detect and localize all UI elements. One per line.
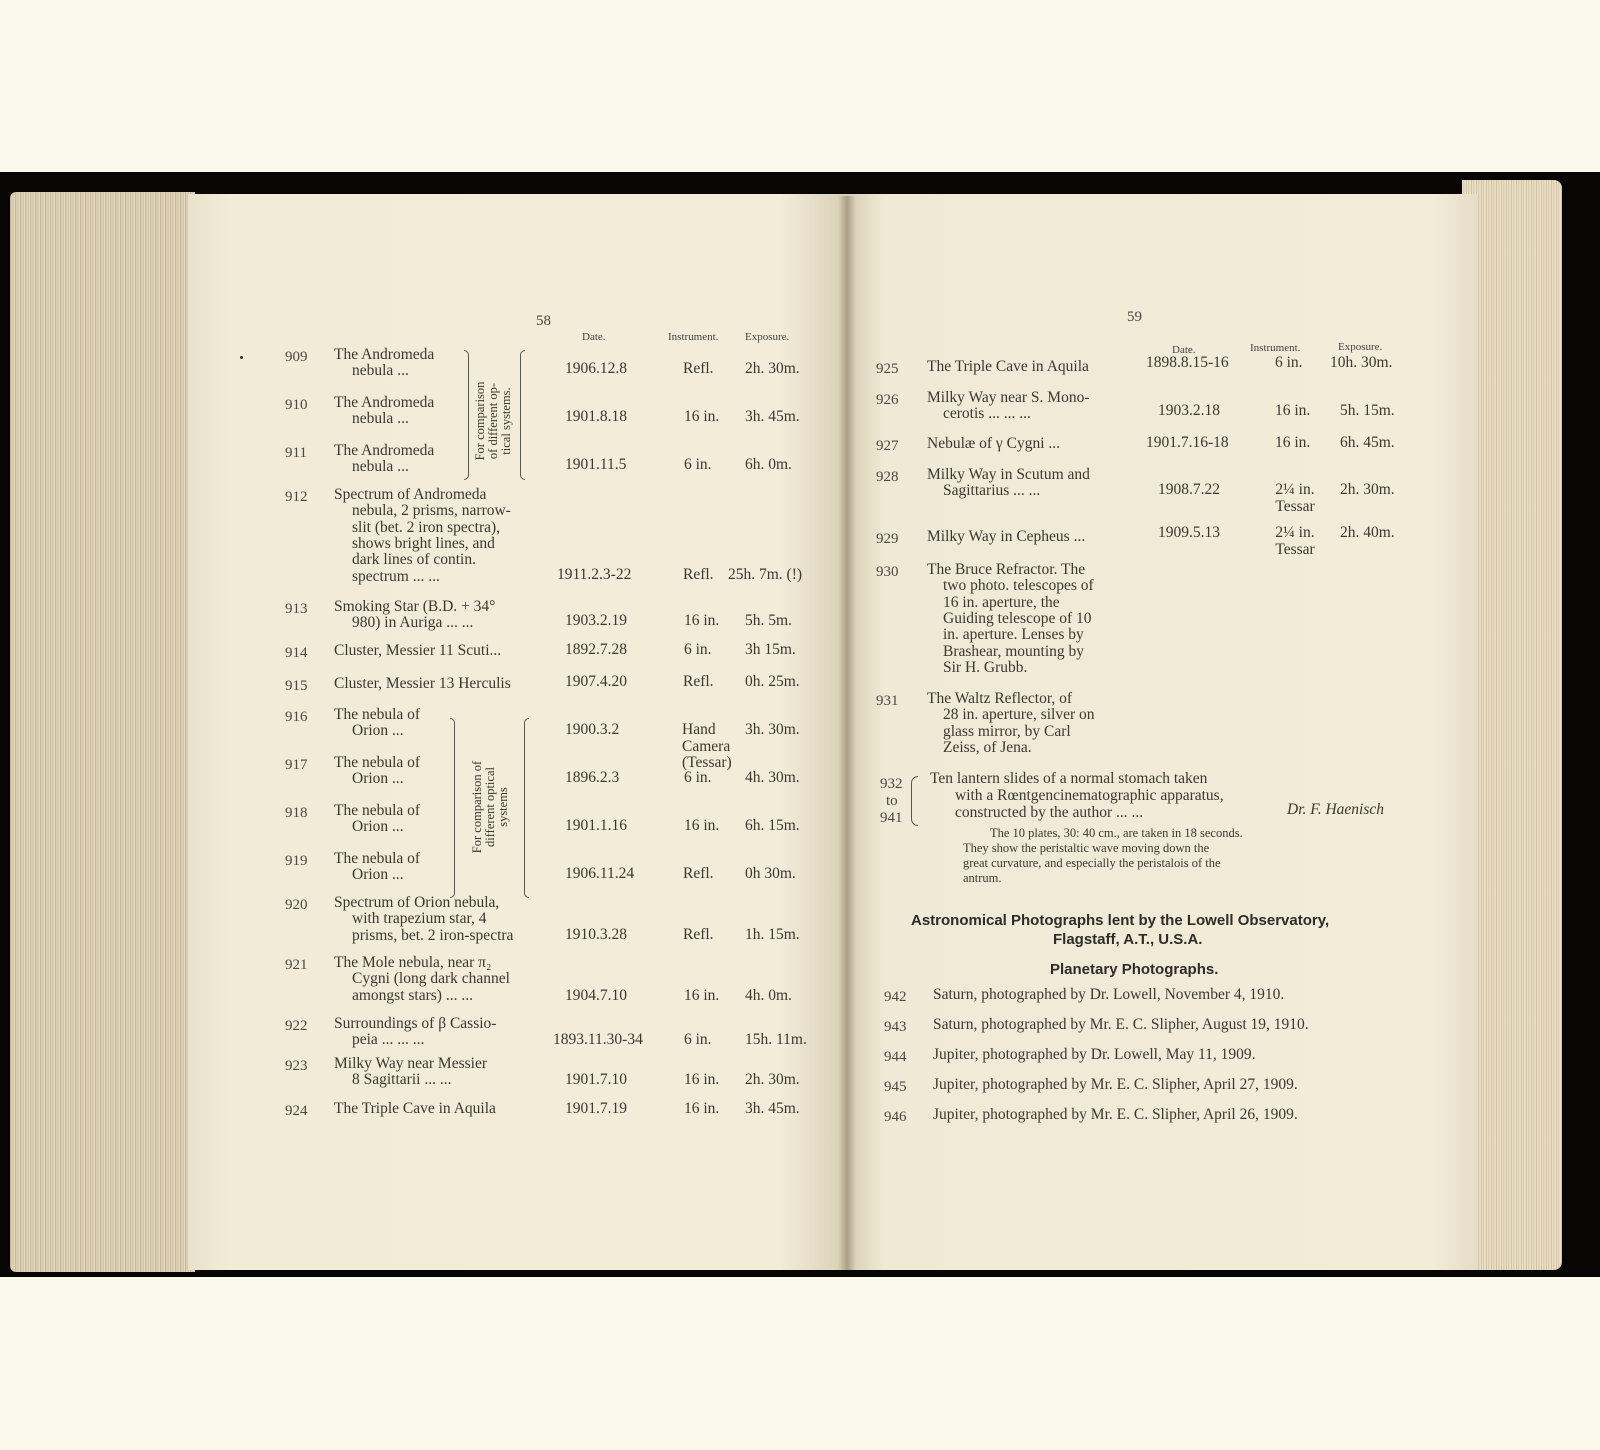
note-line: great curvature, and especially the peristalois of the <box>963 856 1221 870</box>
group-note-line: systems <box>496 787 510 827</box>
description-line: Milky Way near Messier <box>334 1055 488 1072</box>
description-line: constructed by the author ... ... <box>955 804 1144 821</box>
entry-number: 917 <box>285 757 308 773</box>
description-line: Zeiss, of Jena. <box>943 738 1032 756</box>
description-line: Milky Way in Cepheus ... <box>927 528 1086 545</box>
entry-date: 1910.3.28 <box>565 926 627 943</box>
entry-exposure: 4h. 0m. <box>745 987 792 1004</box>
entry-number: 912 <box>285 489 308 505</box>
description-line: peia ... ... ... <box>352 1031 425 1049</box>
entry-exposure: 25h. 7m. (!) <box>728 566 803 583</box>
entry-exposure: 1h. 15m. <box>745 926 800 943</box>
entry-exposure: 6h. 15m. <box>745 817 800 834</box>
planetary-number: 946 <box>884 1109 907 1125</box>
entry-date: 1909.5.13 <box>1158 524 1220 541</box>
note-line: The 10 plates, 30: 40 cm., are taken in 18 seconds. <box>990 826 1243 840</box>
entry-instrument: 6 in. <box>684 456 712 473</box>
entry-exposure: 6h. 45m. <box>1340 434 1395 451</box>
entry-date: 1906.11.24 <box>565 865 635 882</box>
entry-instrument: Refl. <box>683 673 714 690</box>
description-line: Smoking Star (B.D. + 34° <box>334 598 496 615</box>
description-line: The Waltz Reflector, of <box>927 690 1073 707</box>
description-line: Guiding telescope of 10 <box>943 609 1092 627</box>
entry-number: 923 <box>285 1058 308 1074</box>
entry-instrument: 6 in. <box>684 641 712 658</box>
bracket-916-919 <box>450 718 455 898</box>
description-line: glass mirror, by Carl <box>943 722 1071 740</box>
entry-number: 932 <box>880 776 903 792</box>
entry-instrument: 2¼ in. Tessar <box>1275 481 1315 515</box>
entry-number: 924 <box>285 1103 308 1119</box>
bracket-909-911 <box>464 350 469 480</box>
group-note-line: different optical <box>483 767 497 847</box>
description-line: The Andromeda <box>334 442 435 459</box>
column-header-date: Date. <box>582 331 606 343</box>
entry-exposure: 0h 30m. <box>745 865 796 882</box>
entry-date: 1901.8.18 <box>565 408 627 425</box>
entry-date: 1901.1.16 <box>565 817 627 834</box>
entry-instrument: 6 in. <box>684 1031 712 1048</box>
entry-instrument: Hand Camera (Tessar) <box>682 721 732 771</box>
entry-exposure: 4h. 30m. <box>745 769 800 786</box>
entry-date: 1911.2.3-22 <box>557 566 632 583</box>
column-header-exposure: Exposure. <box>1338 341 1383 353</box>
description-line: The Bruce Refractor. The <box>927 561 1086 578</box>
planetary-item: Jupiter, photographed by Mr. E. C. Slipher, April 27, 1909. <box>933 1076 1298 1093</box>
description-line: Orion ... <box>352 722 404 740</box>
entry-date: 1896.2.3 <box>565 769 620 786</box>
entry-instrument: 16 in. <box>684 817 720 834</box>
entry-instrument: Refl. <box>683 566 714 583</box>
lender-name: Dr. F. Haenisch <box>1287 801 1385 818</box>
planetary-item: Jupiter, photographed by Mr. E. C. Slipher, April 26, 1909. <box>933 1106 1298 1123</box>
description-line: Cygni (long dark channel <box>352 970 510 988</box>
entry-number: 915 <box>285 678 308 694</box>
entry-exposure: 15h. 11m. <box>745 1031 807 1048</box>
description-line: nebula, 2 prisms, narrow- <box>352 502 511 520</box>
description-line: 8 Sagittarii ... ... <box>352 1071 452 1089</box>
entry-number: 929 <box>876 531 899 547</box>
planetary-number: 945 <box>884 1079 907 1095</box>
description-line: shows bright lines, and <box>352 534 495 552</box>
entry-instrument: Refl. <box>683 926 714 943</box>
entry-number: 916 <box>285 709 308 725</box>
entry-exposure: 2h. 30m. <box>745 1071 800 1088</box>
page-number: 58 <box>536 313 551 329</box>
description-line: slit (bet. 2 iron spectra), <box>352 518 501 536</box>
entry-number: 919 <box>285 853 308 869</box>
description-line: 28 in. aperture, silver on <box>943 706 1095 724</box>
entry-date: 1908.7.22 <box>1158 481 1220 498</box>
entry-instrument: 16 in. <box>684 987 720 1004</box>
bracket-909-911-right <box>520 350 525 480</box>
planetary-number: 944 <box>884 1049 907 1065</box>
entry-instrument: Refl. <box>683 865 714 882</box>
entry-exposure: 5h. 5m. <box>745 612 792 629</box>
entry-number: 913 <box>285 601 308 617</box>
description-line: Sagittarius ... ... <box>943 482 1041 500</box>
entry-exposure: 10h. 30m. <box>1330 354 1393 371</box>
entry-instrument: 2¼ in. Tessar <box>1275 524 1315 558</box>
note-line: They show the peristaltic wave moving down the <box>963 841 1210 855</box>
planetary-item: Saturn, photographed by Mr. E. C. Slipher, August 19, 1910. <box>933 1016 1309 1033</box>
column-header-instrument: Instrument. <box>1250 342 1301 354</box>
entry-instrument: 6 in. <box>684 769 712 786</box>
entry-number: 941 <box>880 810 903 826</box>
page-number: 59 <box>1127 309 1142 325</box>
section-title: Flagstaff, A.T., U.S.A. <box>1053 931 1203 948</box>
group-note-line: For comparison of <box>470 760 484 854</box>
group-note-line: of different op- <box>486 382 500 460</box>
entry-exposure: 3h. 30m. <box>745 721 800 738</box>
description-line: dark lines of contin. <box>352 551 476 569</box>
entry-date: 1901.7.16-18 <box>1146 434 1229 451</box>
description-line: with a Rœntgencinematographic apparatus, <box>955 787 1224 804</box>
description-line: cerotis ... ... ... <box>943 405 1031 423</box>
entry-number: 911 <box>285 445 307 461</box>
entry-date: 1901.7.10 <box>565 1071 627 1088</box>
margin-mark <box>240 356 243 359</box>
left-page-edges <box>10 192 195 1272</box>
description-line: Orion ... <box>352 770 404 788</box>
entry-instrument: 16 in. <box>684 1071 720 1088</box>
description-line: amongst stars) ... ... <box>352 986 473 1004</box>
note-line: antrum. <box>963 871 1002 885</box>
entry-date: 1903.2.18 <box>1158 402 1220 419</box>
description-line: nebula ... <box>352 410 409 428</box>
description-line: 16 in. aperture, the <box>943 593 1060 611</box>
book-gutter <box>838 196 856 1270</box>
entry-exposure: 6h. 0m. <box>745 456 792 473</box>
description-line: spectrum ... ... <box>352 567 440 585</box>
group-note-909-911 <box>474 366 516 476</box>
planetary-number: 943 <box>884 1019 907 1035</box>
group-note-916-919 <box>471 747 513 867</box>
description-line: Surroundings of β Cassio- <box>334 1015 497 1032</box>
description-line: Ten lantern slides of a normal stomach taken <box>930 770 1208 787</box>
entry-exposure: 3h 15m. <box>745 641 796 658</box>
description-line: Sir H. Grubb. <box>943 658 1028 676</box>
entry-number: 928 <box>876 469 899 485</box>
entry-date: 1901.11.5 <box>565 456 627 473</box>
entry-instrument: 16 in. <box>684 612 720 629</box>
column-header-date: Date. <box>1172 344 1196 356</box>
entry-number: 909 <box>285 349 308 365</box>
entry-date: 1906.12.8 <box>565 360 627 377</box>
section-title: Astronomical Photographs lent by the Lowell Observatory, <box>911 912 1330 929</box>
description-line: The Triple Cave in Aquila <box>334 1100 496 1117</box>
entry-exposure: 3h. 45m. <box>745 408 800 425</box>
planetary-item: Saturn, photographed by Dr. Lowell, November 4, 1910. <box>933 986 1285 1003</box>
entry-date: 1907.4.20 <box>565 673 627 690</box>
entry-number: 910 <box>285 397 308 413</box>
description-line: Cluster, Messier 13 Herculis <box>334 675 511 692</box>
entry-instrument: 6 in. <box>1275 354 1303 371</box>
description-line: Orion ... <box>352 866 404 884</box>
entry-exposure: 3h. 45m. <box>745 1100 800 1117</box>
entry-date: 1893.11.30-34 <box>553 1031 643 1048</box>
entry-date: 1898.8.15-16 <box>1146 354 1229 371</box>
entry-instrument: 16 in. <box>684 408 720 425</box>
entry-instrument: 16 in. <box>684 1100 720 1117</box>
entry-date: 1901.7.19 <box>565 1100 627 1117</box>
entry-date: 1903.2.19 <box>565 612 627 629</box>
bracket-916-919-right <box>524 718 529 898</box>
entry-instrument: 16 in. <box>1275 434 1311 451</box>
entry-date: 1900.3.2 <box>565 721 620 738</box>
description-line: The Andromeda <box>334 346 435 363</box>
entry-number: 925 <box>876 361 899 377</box>
description-line: The Triple Cave in Aquila <box>927 358 1089 375</box>
description-line: The nebula of <box>334 706 421 723</box>
entry-date: 1904.7.10 <box>565 987 627 1004</box>
entry-instrument: 16 in. <box>1275 402 1311 419</box>
description-line: The nebula of <box>334 754 421 771</box>
description-line: Brashear, mounting by <box>943 642 1085 660</box>
description-line: Spectrum of Orion nebula, <box>334 894 500 911</box>
entry-number: 927 <box>876 438 899 454</box>
entry-number: 918 <box>285 805 308 821</box>
subsection-title: Planetary Photographs. <box>1050 961 1219 978</box>
description-line: Cluster, Messier 11 Scuti... <box>334 642 502 659</box>
entry-exposure: 0h. 25m. <box>745 673 800 690</box>
entry-instrument: Refl. <box>683 360 714 377</box>
description-line: The Andromeda <box>334 394 435 411</box>
description-line: two photo. telescopes of <box>943 577 1094 595</box>
description-line: The nebula of <box>334 850 421 867</box>
column-header-instrument: Instrument. <box>668 331 719 343</box>
entry-exposure: 5h. 15m. <box>1340 402 1395 419</box>
description-line: in. aperture. Lenses by <box>943 626 1084 644</box>
entry-exposure: 2h. 40m. <box>1340 524 1395 541</box>
description-line: prisms, bet. 2 iron-spectra <box>352 926 514 944</box>
entry-date: 1892.7.28 <box>565 641 627 658</box>
description-line: Orion ... <box>352 818 404 836</box>
entry-exposure: 2h. 30m. <box>1340 481 1395 498</box>
description-line: with trapezium star, 4 <box>352 910 487 928</box>
entry-number: 914 <box>285 645 308 661</box>
entry-number: 931 <box>876 693 899 709</box>
description-line: nebula ... <box>352 458 409 476</box>
entry-number: 930 <box>876 564 899 580</box>
description-line: The Mole nebula, near π₂ <box>334 954 492 971</box>
entry-number: 921 <box>285 957 308 973</box>
entry-exposure: 2h. 30m. <box>745 360 800 377</box>
bracket-932-941 <box>911 776 918 826</box>
entry-number: 926 <box>876 392 899 408</box>
column-header-exposure: Exposure. <box>745 331 790 343</box>
description-line: Spectrum of Andromeda <box>334 486 487 503</box>
description-line: The nebula of <box>334 802 421 819</box>
group-note-line: For comparison <box>473 381 487 461</box>
description-line: Milky Way near S. Mono- <box>927 389 1090 406</box>
group-note-line: tical systems. <box>499 387 513 455</box>
description-line: Nebulæ of γ Cygni ... <box>927 435 1060 452</box>
entry-number: 920 <box>285 897 308 913</box>
planetary-number: 942 <box>884 989 907 1005</box>
description-line: 980) in Auriga ... ... <box>352 614 474 632</box>
planetary-item: Jupiter, photographed by Dr. Lowell, May 11, 1909. <box>933 1046 1256 1063</box>
entry-number-to: to <box>886 793 898 809</box>
description-line: nebula ... <box>352 362 409 380</box>
description-line: Milky Way in Scutum and <box>927 466 1090 483</box>
entry-number: 922 <box>285 1018 308 1034</box>
